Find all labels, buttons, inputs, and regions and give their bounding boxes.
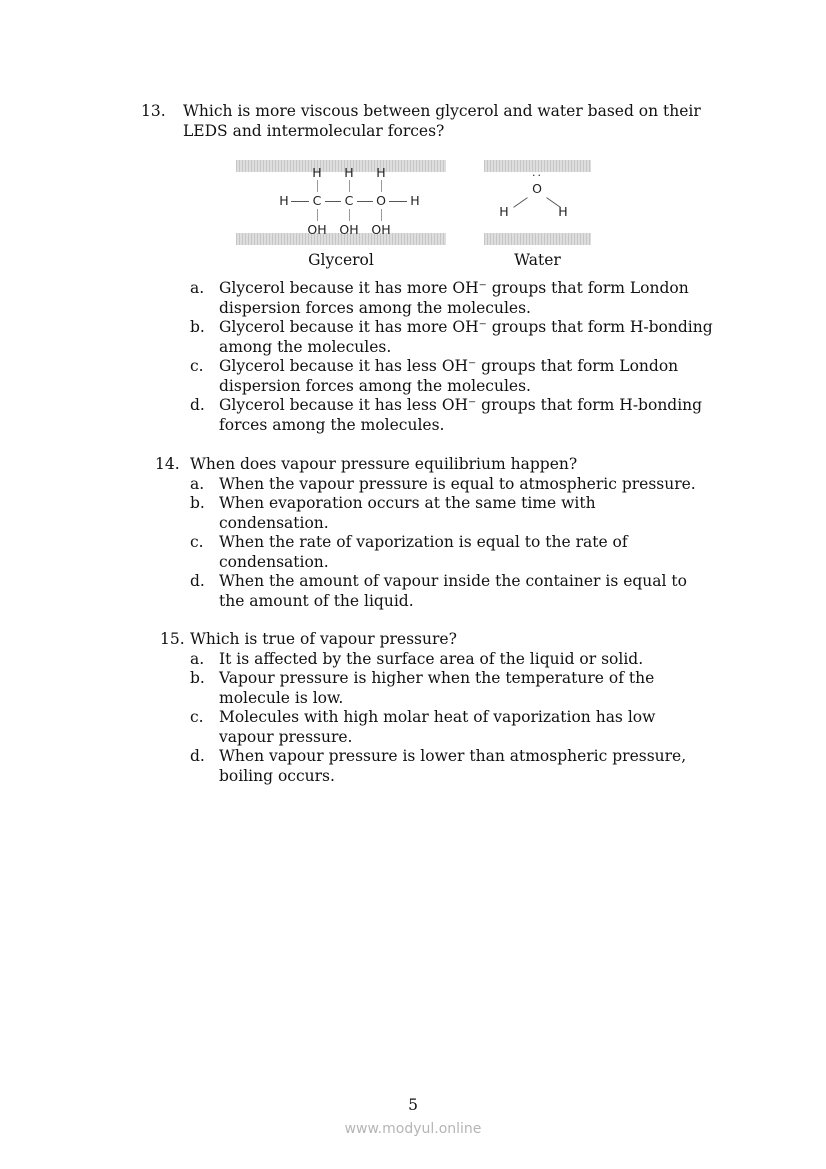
- molecule-diagrams: [141, 158, 826, 274]
- water-atom-h: H: [499, 204, 509, 219]
- glycerol-structure: [277, 166, 427, 238]
- question-14: [155, 455, 826, 611]
- watermark-url: www.modyul.online: [344, 1121, 482, 1137]
- bond-line: [317, 180, 318, 192]
- option-letter: b.: [190, 669, 205, 687]
- option-14d: [190, 572, 826, 611]
- water-surface-bar-bottom: [484, 233, 591, 245]
- option-text: Glycerol because it has more OH⁻ groups that form London dispersion forces among the molecules.: [219, 279, 689, 317]
- option-text: When vapour pressure is lower than atmospheric pressure, boiling occurs.: [219, 747, 687, 785]
- glycerol-atom-c: C: [344, 193, 354, 208]
- question-13: [141, 102, 826, 435]
- question-15-text: Which is true of vapour pressure?: [190, 630, 457, 648]
- option-text: When the rate of vaporization is equal to the rate of condensation.: [219, 533, 628, 571]
- question-14-number: 14.: [155, 455, 180, 473]
- option-13d: [190, 396, 826, 435]
- bond-line: [381, 180, 382, 192]
- bond-line: [291, 201, 309, 202]
- bond-line: [349, 180, 350, 192]
- glycerol-group-oh: OH: [307, 222, 327, 237]
- option-letter: a.: [190, 279, 205, 297]
- option-letter: b.: [190, 494, 205, 512]
- option-13c: [190, 357, 826, 396]
- bond-line: [349, 209, 350, 221]
- question-13-text: Which is more viscous between glycerol and water based on their LEDS and intermolecular forces?: [183, 102, 701, 140]
- glycerol-atom-h: H: [410, 193, 420, 208]
- option-15a: [190, 650, 826, 670]
- option-text: Glycerol because it has more OH⁻ groups that form H-bonding among the molecules.: [219, 318, 713, 356]
- question-15-options: [190, 650, 826, 787]
- glycerol-atom-h-top: H: [312, 165, 322, 180]
- option-letter: b.: [190, 318, 205, 336]
- option-letter: a.: [190, 649, 205, 668]
- option-13b: [190, 318, 826, 357]
- option-letter: d.: [190, 747, 205, 765]
- question-14-text: When does vapour pressure equilibrium happen?: [190, 455, 578, 473]
- question-15: [160, 630, 826, 786]
- option-text: Molecules with high molar heat of vaporization has low vapour pressure.: [219, 708, 656, 746]
- question-13-head: [141, 102, 826, 141]
- water-structure: [484, 169, 591, 232]
- bond-line: [325, 201, 341, 202]
- option-letter: d.: [190, 396, 205, 414]
- option-letter: d.: [190, 572, 205, 590]
- option-14a: [190, 475, 826, 495]
- option-13a: [190, 279, 826, 318]
- option-text: Vapour pressure is higher when the temperature of the molecule is low.: [219, 669, 655, 707]
- bond-line: [389, 201, 407, 202]
- option-14c: [190, 533, 826, 572]
- option-text: Glycerol because it has less OH⁻ groups that form H-bonding forces among the molecules.: [219, 396, 703, 434]
- option-text: When the vapour pressure is equal to atmospheric pressure.: [219, 474, 696, 493]
- water-label: Water: [514, 251, 561, 269]
- glycerol-group-oh: OH: [339, 222, 359, 237]
- option-letter: c.: [190, 708, 204, 726]
- glycerol-atom-h: H: [279, 193, 289, 208]
- option-14b: [190, 494, 826, 533]
- option-letter: a.: [190, 474, 205, 493]
- question-14-options: [190, 475, 826, 612]
- option-15b: [190, 669, 826, 708]
- option-text: It is affected by the surface area of the liquid or solid.: [219, 649, 644, 668]
- option-text: When the amount of vapour inside the container is equal to the amount of the liquid.: [219, 572, 687, 610]
- option-letter: c.: [190, 533, 204, 551]
- option-text: Glycerol because it has less OH⁻ groups that form London dispersion forces among the molecules.: [219, 357, 679, 395]
- bond-line: [381, 209, 382, 221]
- glycerol-atom-h-top: H: [376, 165, 386, 180]
- glycerol-atom-c: C: [312, 193, 322, 208]
- question-14-head: [155, 455, 826, 475]
- page-number: 5: [408, 1096, 418, 1114]
- bond-line: [513, 197, 527, 208]
- option-15d: [190, 747, 826, 786]
- lone-pair-dots: ··: [532, 169, 543, 182]
- water-atom-o: O: [532, 181, 542, 196]
- glycerol-atom-h-top: H: [344, 165, 354, 180]
- glycerol-label: Glycerol: [308, 251, 374, 269]
- question-13-options: [190, 279, 826, 435]
- glycerol-atom-o: O: [376, 193, 386, 208]
- glycerol-group-oh: OH: [371, 222, 391, 237]
- option-15c: [190, 708, 826, 747]
- bond-line: [317, 209, 318, 221]
- water-atom-h: H: [558, 204, 568, 219]
- bond-line: [357, 201, 373, 202]
- option-text: When evaporation occurs at the same time with condensation.: [219, 494, 596, 532]
- question-15-number: 15.: [160, 630, 185, 648]
- question-13-number: 13.: [141, 102, 166, 120]
- question-15-head: [160, 630, 826, 650]
- option-letter: c.: [190, 357, 204, 375]
